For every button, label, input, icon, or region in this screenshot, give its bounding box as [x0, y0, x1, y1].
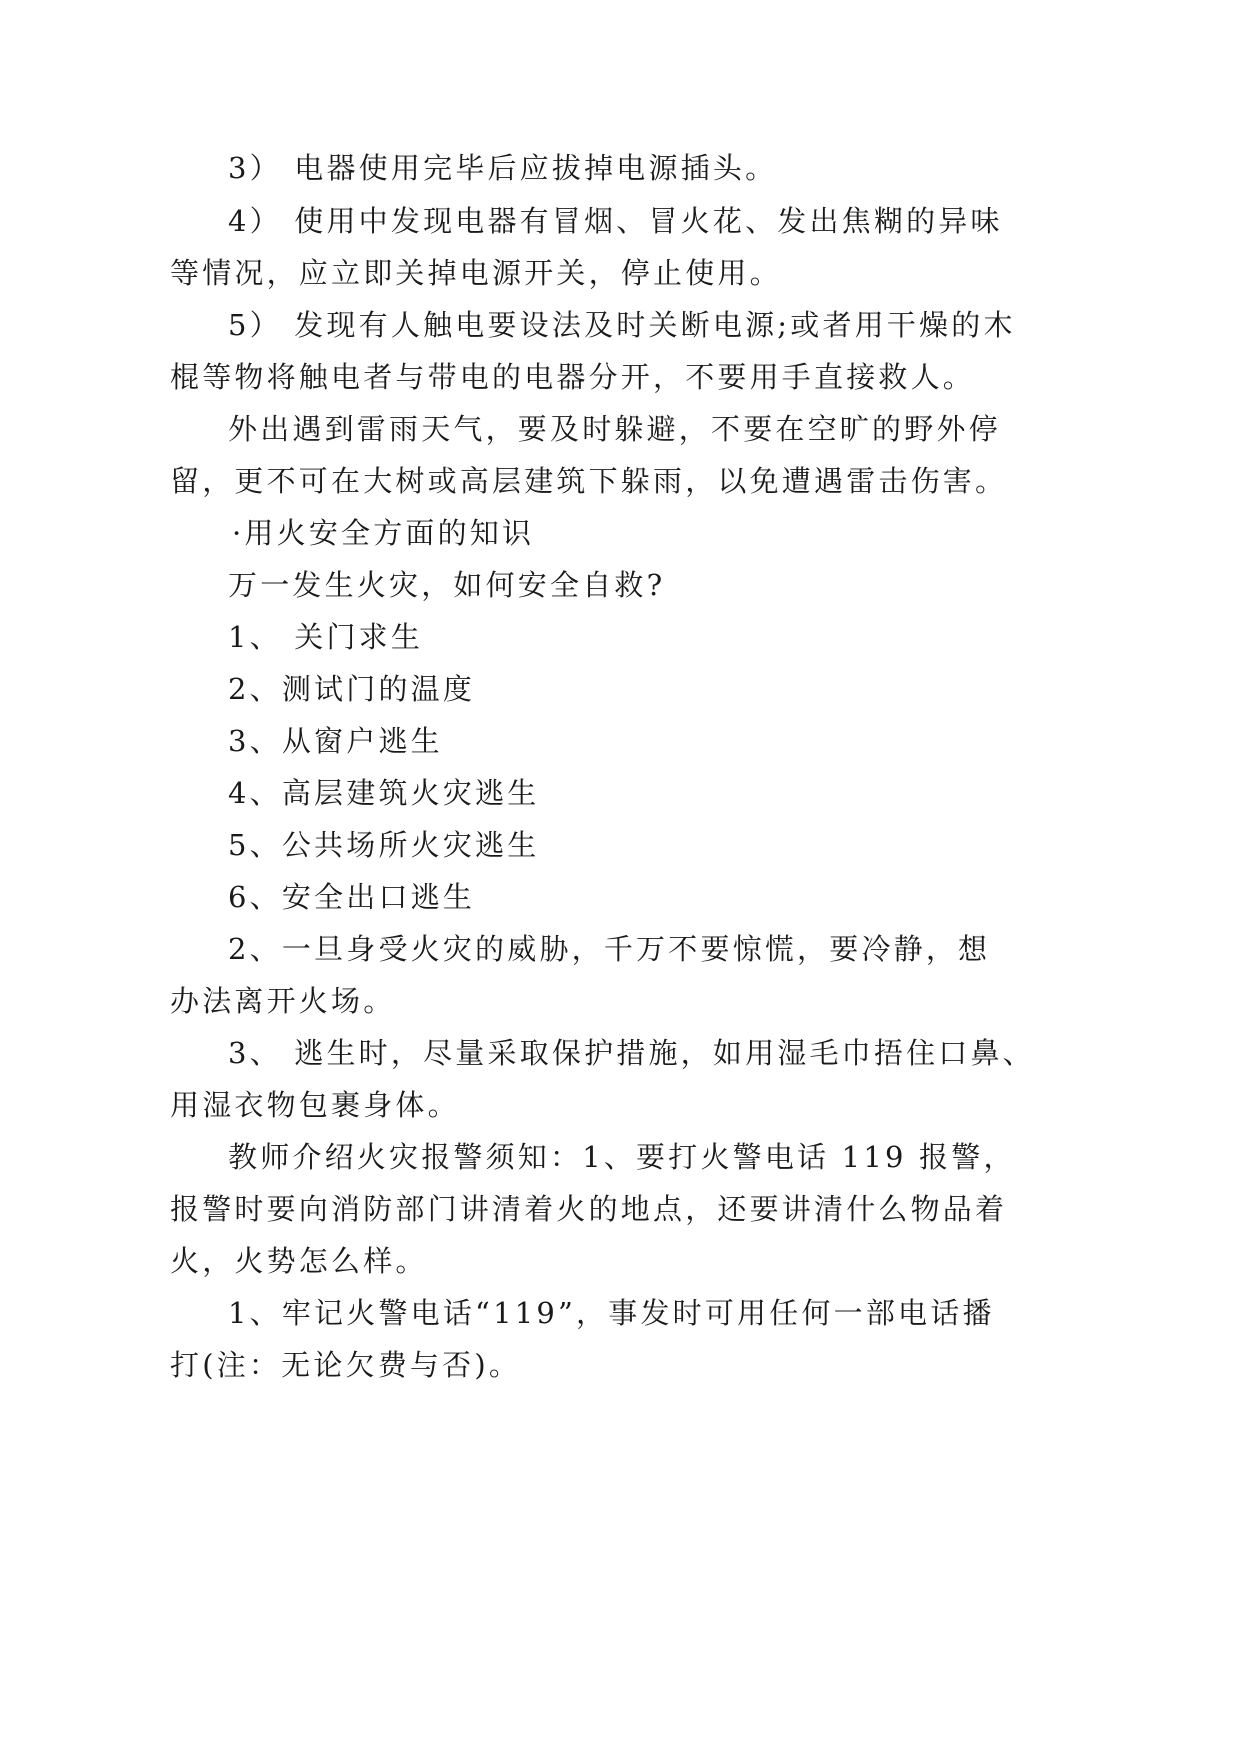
paragraph-line: 用湿衣物包裹身体。	[170, 1088, 460, 1122]
list-item: 5、公共场所火灾逃生	[228, 828, 540, 862]
list-item: 6、安全出口逃生	[228, 880, 476, 914]
section-heading: ·用火安全方面的知识	[232, 516, 535, 550]
paragraph-line: 外出遇到雷雨天气，要及时躲避，不要在空旷的野外停	[228, 412, 1001, 446]
list-item: 2、测试门的温度	[228, 672, 476, 706]
paragraph-line: 教师介绍火灾报警须知：1、要打火警电话 119 报警，	[228, 1140, 1016, 1174]
paragraph-line: 办法离开火场。	[170, 984, 396, 1018]
paragraph-line: 留，更不可在大树或高层建筑下躲雨，以免遭遇雷击伤害。	[170, 464, 1008, 498]
paragraph-line: 报警时要向消防部门讲清着火的地点，还要讲清什么物品着	[170, 1192, 1008, 1226]
paragraph-line: 等情况，应立即关掉电源开关，停止使用。	[170, 256, 782, 290]
paragraph-line: 棍等物将触电者与带电的电器分开，不要用手直接救人。	[170, 360, 976, 394]
paragraph-line: 火，火势怎么样。	[170, 1244, 428, 1278]
paragraph-line: 万一发生火灾，如何安全自救?	[228, 568, 666, 602]
paragraph-line: 5） 发现有人触电要设法及时关断电源;或者用干燥的木	[228, 308, 1016, 342]
paragraph-line: 打(注：无论欠费与否)。	[170, 1348, 522, 1382]
paragraph-line: 1、牢记火警电话“119”，事发时可用任何一部电话播	[228, 1296, 995, 1330]
list-item: 1、 关门求生	[228, 620, 424, 654]
list-item: 3、从窗户逃生	[228, 724, 443, 758]
paragraph-line: 3、 逃生时，尽量采取保护措施，如用湿毛巾捂住口鼻、	[228, 1036, 1035, 1070]
paragraph-line: 3） 电器使用完毕后应拔掉电源插头。	[228, 151, 778, 185]
paragraph-line: 2、一旦身受火灾的威胁，千万不要惊慌，要冷静，想	[228, 932, 991, 966]
list-item: 4、高层建筑火灾逃生	[228, 776, 540, 810]
paragraph-line: 4） 使用中发现电器有冒烟、冒火花、发出焦糊的异味	[228, 204, 1003, 238]
